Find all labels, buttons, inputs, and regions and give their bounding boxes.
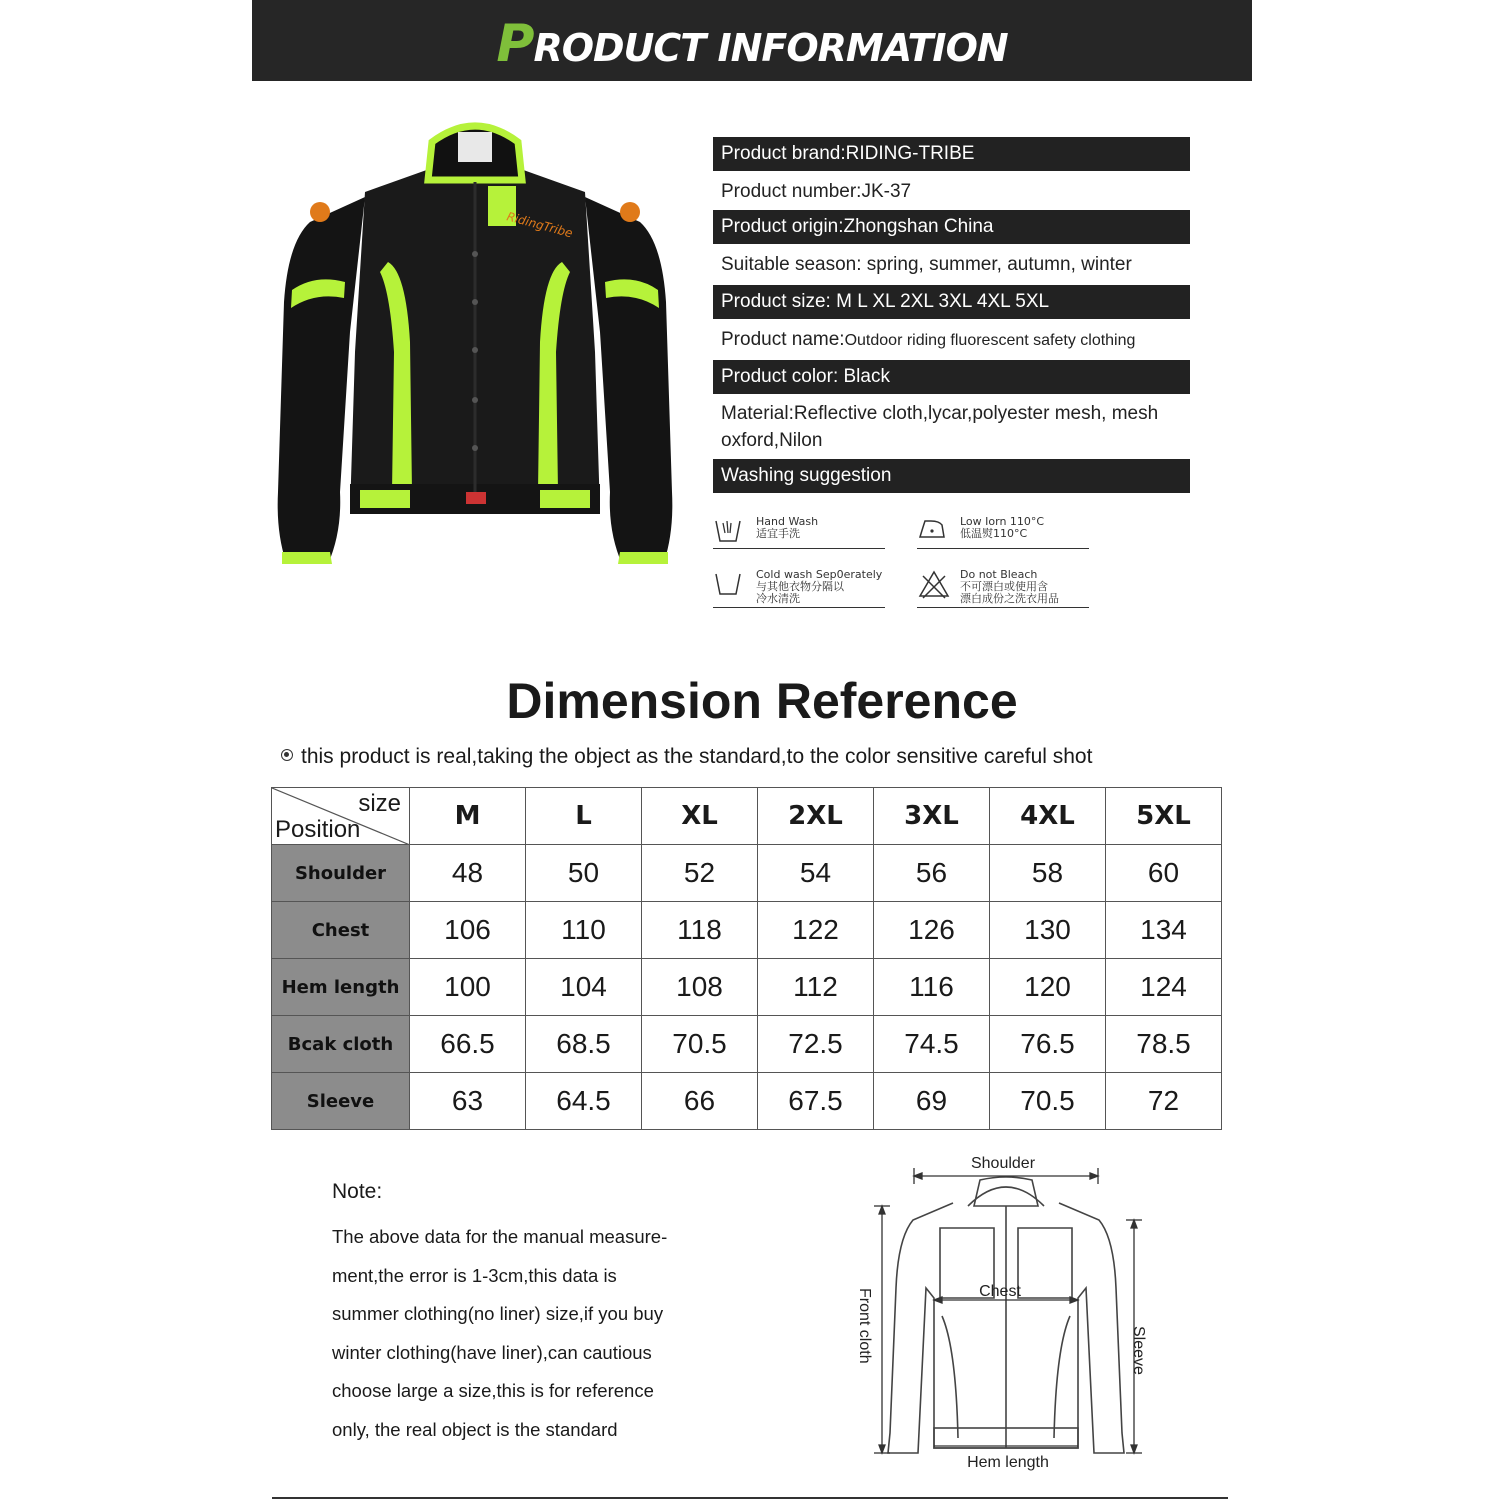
table-cell: 106 (410, 902, 526, 959)
table-body (272, 845, 1222, 1130)
table-cell: 52 (642, 845, 758, 902)
wash-cold-zh2: 冷水清洗 (756, 592, 800, 605)
wash-bleach-zh2: 漂白成份之洗衣用品 (960, 592, 1059, 605)
table-cell: 76.5 (990, 1016, 1106, 1073)
table-cell: 64.5 (526, 1073, 642, 1130)
table-cell: 122 (758, 902, 874, 959)
table-cell: 72 (1106, 1073, 1222, 1130)
corner-position-label: Position (275, 816, 361, 843)
size-table (271, 787, 1222, 1130)
note-text (332, 1218, 732, 1449)
table-cell: 66.5 (410, 1016, 526, 1073)
note-line: winter clothing(have liner),can cautious (332, 1341, 652, 1363)
info-origin: Product origin:Zhongshan China (713, 210, 1190, 244)
jacket-logo-text: RidingTribe (505, 209, 575, 241)
diagram-front-cloth-label: Front cloth (856, 1288, 873, 1364)
table-cell: 67.5 (758, 1073, 874, 1130)
table-cell: 48 (410, 845, 526, 902)
table-cell: 100 (410, 959, 526, 1016)
info-name (713, 323, 1190, 357)
info-name-label: Product name: (721, 329, 845, 350)
banner-title-rest: RODUCT INFORMATION (533, 26, 1008, 70)
wash-iron (917, 515, 1089, 549)
col-header: XL (642, 788, 758, 845)
wash-bleach-zh1: 不可漂白或使用含 (960, 580, 1048, 593)
wash-hand-zh: 适宜手洗 (756, 527, 800, 540)
note-line: The above data for the manual measure- (332, 1226, 668, 1247)
measurement-diagram (848, 1148, 1168, 1478)
table-cell: 70.5 (642, 1016, 758, 1073)
dimension-note (281, 745, 1092, 769)
wash-hand (713, 515, 885, 549)
dimension-note-text: this product is real,taking the object as the standard,to the color sensitive careful shot (301, 745, 1093, 768)
table-cell: 118 (642, 902, 758, 959)
table-row (272, 959, 1222, 1016)
table-row (272, 1073, 1222, 1130)
info-number: Product number:JK-37 (713, 175, 1190, 209)
table-cell: 112 (758, 959, 874, 1016)
note-line: choose large a size,this is for reference (332, 1380, 654, 1401)
header-banner (252, 0, 1252, 81)
note-line: summer clothing(no liner) size,if you buy (332, 1303, 664, 1324)
banner-title (252, 14, 1252, 74)
wash-cold (713, 568, 885, 608)
table-row (272, 902, 1222, 959)
table-cell: 58 (990, 845, 1106, 902)
table-cell: 54 (758, 845, 874, 902)
info-name-value: Outdoor riding fluorescent safety clothing (844, 332, 1136, 349)
table-cell: 126 (874, 902, 990, 959)
wash-iron-zh: 低温熨110°C (960, 527, 1028, 540)
col-header: 4XL (990, 788, 1106, 845)
table-row (272, 845, 1222, 902)
row-header: Bcak cloth (272, 1016, 410, 1073)
table-header-row (272, 788, 1222, 845)
jacket-image (270, 112, 680, 572)
col-header: 3XL (874, 788, 990, 845)
info-season: Suitable season: spring, summer, autumn, winter (713, 248, 1190, 282)
info-size: Product size: M L XL 2XL 3XL 4XL 5XL (713, 285, 1190, 319)
table-cell: 110 (526, 902, 642, 959)
table-cell: 63 (410, 1073, 526, 1130)
table-cell: 78.5 (1106, 1016, 1222, 1073)
no-bleach-icon (917, 568, 951, 602)
table-cell: 68.5 (526, 1016, 642, 1073)
info-color: Product color: Black (713, 360, 1190, 394)
table-cell: 104 (526, 959, 642, 1016)
dimension-title: Dimension Reference (506, 673, 1018, 729)
info-material: Material:Reflective cloth,lycar,polyester mesh, mesh oxford,Nilon (713, 398, 1190, 456)
diagram-hem-label: Hem length (967, 1454, 1049, 1471)
info-washing: Washing suggestion (713, 459, 1190, 493)
col-header: 5XL (1106, 788, 1222, 845)
note-line: ment,the error is 1-3cm,this data is (332, 1264, 617, 1286)
table-row (272, 1016, 1222, 1073)
wash-cold-zh1: 与其他衣物分隔以 (756, 580, 844, 593)
info-brand: Product brand:RIDING-TRIBE (713, 137, 1190, 171)
table-cell: 69 (874, 1073, 990, 1130)
table-cell: 50 (526, 845, 642, 902)
table-cell: 134 (1106, 902, 1222, 959)
table-cell: 66 (642, 1073, 758, 1130)
corner-size-label: size (358, 790, 401, 817)
diagram-sleeve-label: Sleeve (1130, 1326, 1147, 1375)
low-iron-icon (917, 515, 947, 545)
cold-wash-icon (713, 568, 743, 598)
table-cell: 74.5 (874, 1016, 990, 1073)
table-cell: 116 (874, 959, 990, 1016)
diagram-chest-label: Chest (979, 1283, 1021, 1300)
diagram-shoulder-label: Shoulder (970, 1155, 1036, 1172)
table-cell: 120 (990, 959, 1106, 1016)
row-header: Sleeve (272, 1073, 410, 1130)
col-header: 2XL (758, 788, 874, 845)
table-cell: 56 (874, 845, 990, 902)
col-header: M (410, 788, 526, 845)
col-header: L (526, 788, 642, 845)
wash-bleach (917, 568, 1089, 608)
table-cell: 72.5 (758, 1016, 874, 1073)
table-cell: 108 (642, 959, 758, 1016)
hand-wash-icon (713, 515, 743, 545)
bottom-divider (272, 1497, 1228, 1499)
wash-iron-en: Low Iorn 110°C (960, 515, 1045, 528)
row-header: Hem length (272, 959, 410, 1016)
note-title: Note: (332, 1180, 383, 1203)
wash-bleach-en: Do not Bleach (960, 568, 1038, 581)
note-line: only, the real object is the standard (332, 1418, 618, 1440)
table-corner (272, 788, 410, 845)
wash-cold-en: Cold wash Sep0erately (756, 568, 883, 581)
row-header: Chest (272, 902, 410, 959)
wash-hand-en: Hand Wash (756, 515, 819, 528)
table-cell: 70.5 (990, 1073, 1106, 1130)
banner-title-initial: P (496, 14, 534, 74)
table-cell: 130 (990, 902, 1106, 959)
row-header: Shoulder (272, 845, 410, 902)
table-cell: 60 (1106, 845, 1222, 902)
bullet-icon (281, 749, 293, 761)
table-cell: 124 (1106, 959, 1222, 1016)
